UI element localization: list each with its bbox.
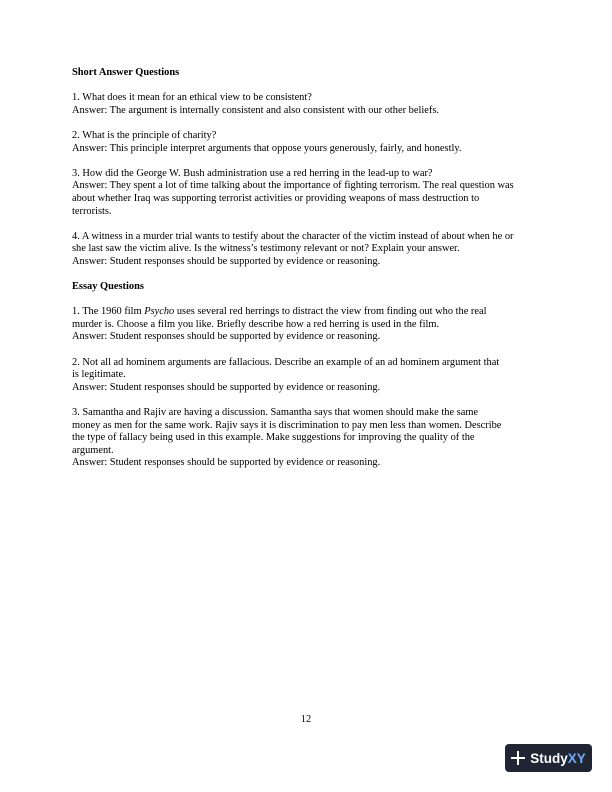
question-line: the type of fallacy being used in this example. Make suggestions for improving the quality of the: [72, 432, 475, 444]
studyxy-badge[interactable]: [505, 744, 592, 772]
question-text: 2. What is the principle of charity?: [72, 129, 217, 141]
essay-item: [72, 407, 544, 470]
question-text: 1. What does it mean for an ethical view to be consistent?: [72, 92, 312, 104]
question-prefix: 1. The 1960 film: [72, 306, 145, 318]
question-suffix: uses several red herrings to distract the view from finding out who the real: [174, 306, 487, 318]
answer-text: Answer: Student responses should be supported by evidence or reasoning.: [72, 381, 381, 393]
plus-icon: [511, 751, 525, 765]
answer-line: Answer: They spent a lot of time talking about the importance of fighting terrorism. The real question was: [72, 180, 514, 192]
question-line: is legitimate.: [72, 369, 126, 381]
question-line: she last saw the victim alive. Is the witness’s testimony relevant or not? Explain your answer.: [72, 243, 460, 255]
brand-main: Study: [530, 750, 568, 766]
essay-item: [72, 357, 544, 395]
brand-accent: XY: [567, 750, 586, 766]
essay-item: [72, 306, 544, 344]
short-answer-heading: Short Answer Questions: [72, 67, 180, 78]
answer-text: Answer: Student responses should be supported by evidence or reasoning.: [72, 255, 381, 267]
page-number: 12: [300, 714, 312, 725]
answer-text: Answer: This principle interpret arguments that oppose yours generously, fairly, and honestly.: [72, 142, 462, 154]
question-line: murder is. Choose a film you like. Briefly describe how a red herring is used in the film.: [72, 318, 440, 330]
answer-line: terrorists.: [72, 205, 112, 217]
question-line: 3. Samantha and Rajiv are having a discussion. Samantha says that women should make the same: [72, 407, 479, 419]
answer-line: about whether Iraq was supporting terrorist activities or providing weapons of mass destruction to: [72, 192, 480, 204]
essay-heading: Essay Questions: [72, 281, 144, 293]
short-answer-item: [72, 231, 544, 269]
answer-text: Answer: Student responses should be supported by evidence or reasoning.: [72, 457, 381, 469]
question-line: money as men for the same work. Rajiv says it is discrimination to pay men less than women. Describe: [72, 419, 502, 431]
film-title: Psycho: [144, 306, 175, 318]
answer-text: Answer: Student responses should be supported by evidence or reasoning.: [72, 331, 381, 343]
question-text: 3. How did the George W. Bush administration use a red herring in the lead-up to war?: [72, 167, 433, 179]
document-body: [72, 67, 544, 483]
question-line: 4. A witness in a murder trial wants to testify about the character of the victim instead of about when he or: [72, 230, 514, 242]
question-line: argument.: [72, 444, 114, 456]
question-line: 2. Not all ad hominem arguments are fallacious. Describe an example of an ad hominem argument that: [72, 356, 500, 368]
short-answer-item: [72, 168, 544, 218]
short-answer-item: [72, 130, 544, 155]
answer-text: Answer: The argument is internally consistent and also consistent with our other beliefs.: [72, 104, 439, 116]
question-line: [72, 306, 544, 319]
short-answer-item: [72, 92, 544, 117]
